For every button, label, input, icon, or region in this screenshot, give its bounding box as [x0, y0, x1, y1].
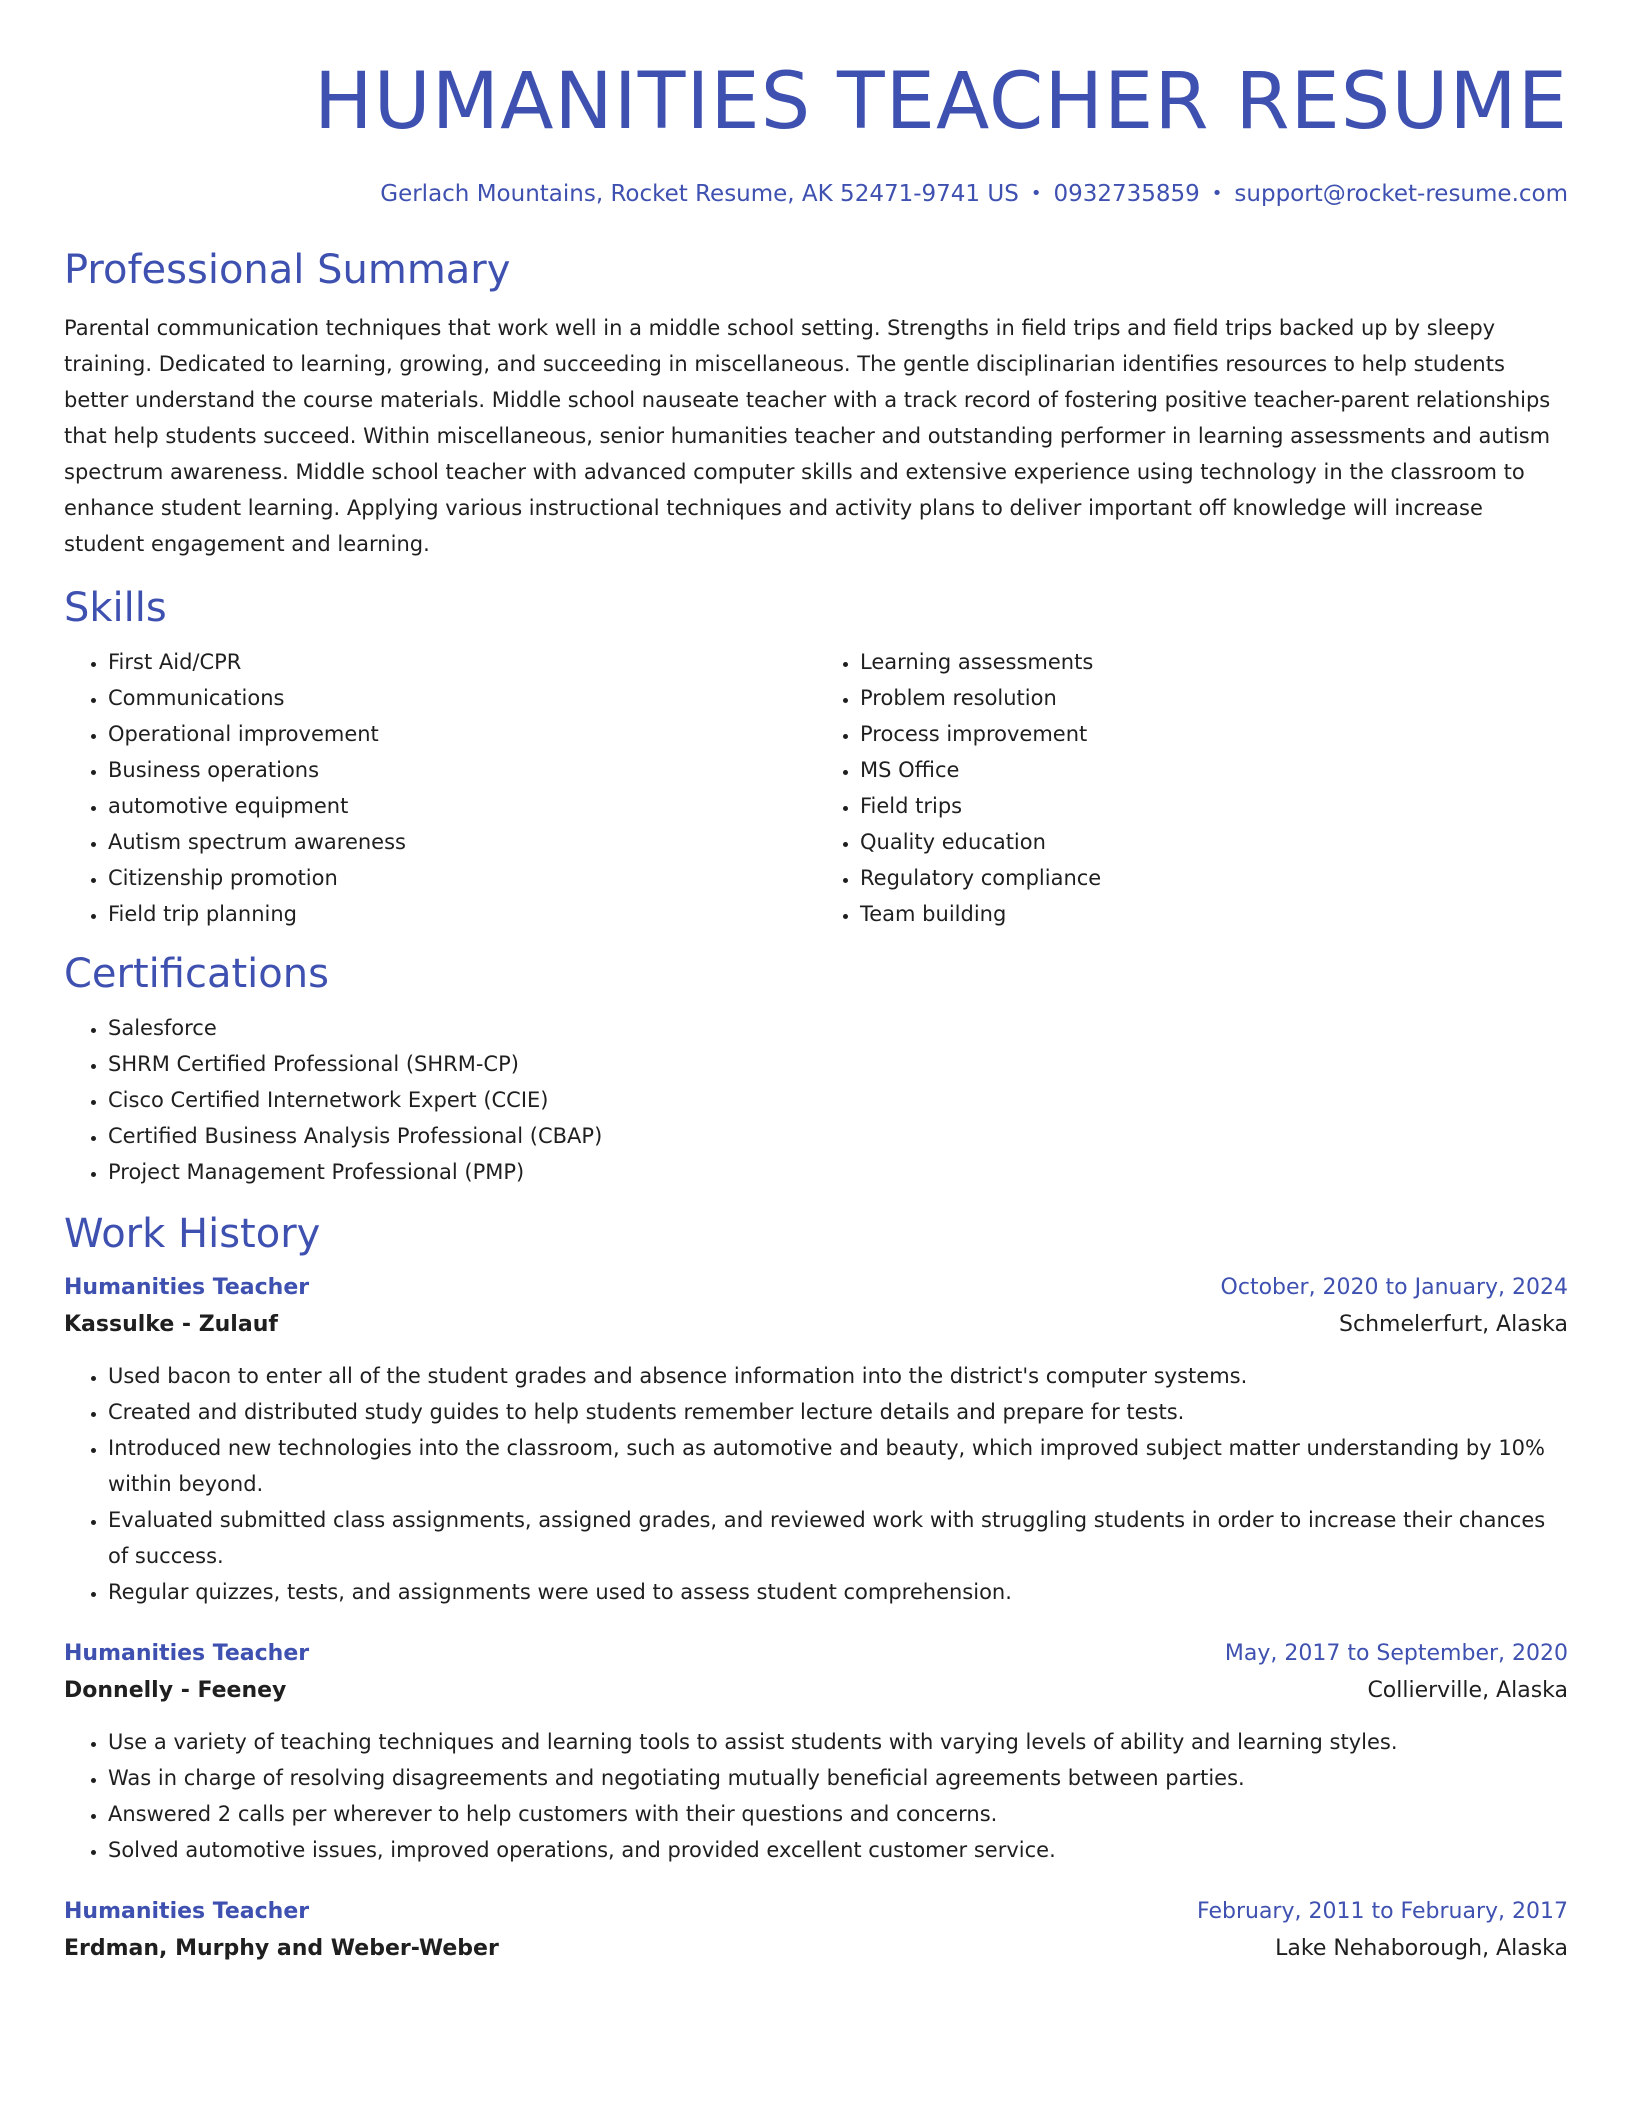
- job-header-row: [64, 1894, 1568, 1930]
- skill-item: • First Aid/CPR: [108, 644, 816, 680]
- job-duty: • Evaluated submitted class assignments, assigned grades, and reviewed work with struggling students in order to increase their chances of success.: [108, 1502, 1568, 1574]
- job-duties-list: [64, 1358, 1568, 1610]
- job-duty: • Use a variety of teaching techniques and learning tools to assist students with varying levels of ability and learning styles.: [108, 1724, 1568, 1760]
- job-company: Erdman, Murphy and Weber-Weber: [64, 1936, 499, 1961]
- job-company-row: [64, 1672, 1568, 1710]
- contact-separator: •: [1211, 183, 1223, 204]
- skill-item: • Business operations: [108, 752, 816, 788]
- job-duties-list: [64, 1724, 1568, 1868]
- job-header-row: [64, 1636, 1568, 1672]
- certifications-heading: Certifications: [64, 951, 329, 997]
- skill-item: • Citizenship promotion: [108, 860, 816, 896]
- job-duty: • Answered 2 calls per wherever to help customers with their questions and concerns.: [108, 1796, 1568, 1832]
- skill-item: • Problem resolution: [860, 680, 1568, 716]
- job-duty: • Created and distributed study guides to help students remember lecture details and prepare for tests.: [108, 1394, 1568, 1430]
- job-duty: • Was in charge of resolving disagreements and negotiating mutually beneficial agreements between parties.: [108, 1760, 1568, 1796]
- contact-email: support@rocket-resume.com: [1234, 181, 1568, 207]
- summary-heading: Professional Summary: [64, 247, 511, 293]
- job-duty: • Solved automotive issues, improved operations, and provided excellent customer service.: [108, 1832, 1568, 1868]
- skill-item: • Operational improvement: [108, 716, 816, 752]
- contact-address: Gerlach Mountains, Rocket Resume, AK 52471-9741 US: [380, 181, 1019, 207]
- certifications-list: [64, 1010, 1568, 1190]
- job-location: Schmelerfurt, Alaska: [1339, 1312, 1568, 1337]
- contact-separator: •: [1030, 183, 1042, 204]
- job-dates: October, 2020 to January, 2024: [1220, 1275, 1568, 1300]
- job-company-row: [64, 1930, 1568, 1968]
- certification-item: • Project Management Professional (PMP): [108, 1154, 1568, 1190]
- skill-item: • Field trips: [860, 788, 1568, 824]
- skills-list-left: [64, 644, 816, 932]
- job-company-row: [64, 1306, 1568, 1344]
- skill-item: • Process improvement: [860, 716, 1568, 752]
- job-dates: February, 2011 to February, 2017: [1197, 1899, 1568, 1924]
- certification-item: • SHRM Certified Professional (SHRM-CP): [108, 1046, 1568, 1082]
- skill-item: • Learning assessments: [860, 644, 1568, 680]
- skill-item: • Regulatory compliance: [860, 860, 1568, 896]
- skill-item: • Communications: [108, 680, 816, 716]
- job-duty: • Regular quizzes, tests, and assignments were used to assess student comprehension.: [108, 1574, 1568, 1610]
- job-dates: May, 2017 to September, 2020: [1224, 1641, 1568, 1666]
- skills-columns: [64, 644, 1568, 932]
- skill-item: • automotive equipment: [108, 788, 816, 824]
- work-history-heading: Work History: [64, 1211, 321, 1257]
- skill-item: • Field trip planning: [108, 896, 816, 932]
- resume-title: HUMANITIES TEACHER RESUME: [314, 57, 1568, 147]
- summary-text: Parental communication techniques that work well in a middle school setting. Strengths in field trips and field trips backed up by sleepy training. Dedicated to learning, growing, and succeeding in miscellaneous. The gentle disciplinarian identifies resources to help students better understand the course materials. Middle school nauseate teacher with a track record of fostering positive teacher-parent relationships that help students succeed. Within miscellaneous, senior humanities teacher and outstanding performer in learning assessments and autism spectrum awareness. Middle school teacher with advanced computer skills and extensive experience using technology in the classroom to enhance student learning. Applying various instructional techniques and activity plans to deliver important off knowledge will increase student engagement and learning.: [64, 316, 1551, 556]
- job-entry: [64, 1636, 1568, 1868]
- certification-item: • Certified Business Analysis Professional (CBAP): [108, 1118, 1568, 1154]
- resume-header: [64, 52, 1568, 210]
- job-company: Kassulke - Zulauf: [64, 1312, 278, 1337]
- skill-item: • MS Office: [860, 752, 1568, 788]
- job-duty: • Used bacon to enter all of the student grades and absence information into the district's computer systems.: [108, 1358, 1568, 1394]
- skills-list-right: [816, 644, 1568, 932]
- job-title: Humanities Teacher: [64, 1275, 310, 1300]
- contact-phone: 0932735859: [1053, 181, 1200, 207]
- job-company: Donnelly - Feeney: [64, 1678, 287, 1703]
- job-duty: • Introduced new technologies into the classroom, such as automotive and beauty, which improved subject matter understanding by 10% within beyond.: [108, 1430, 1568, 1502]
- skill-item: • Team building: [860, 896, 1568, 932]
- job-title: Humanities Teacher: [64, 1641, 310, 1666]
- job-entry: [64, 1894, 1568, 1968]
- skills-heading: Skills: [64, 585, 167, 631]
- contact-line: [64, 178, 1568, 210]
- skill-item: • Autism spectrum awareness: [108, 824, 816, 860]
- job-header-row: [64, 1270, 1568, 1306]
- certification-item: • Cisco Certified Internetwork Expert (CCIE): [108, 1082, 1568, 1118]
- skill-item: • Quality education: [860, 824, 1568, 860]
- job-location: Collierville, Alaska: [1367, 1678, 1568, 1703]
- certification-item: • Salesforce: [108, 1010, 1568, 1046]
- job-location: Lake Nehaborough, Alaska: [1275, 1936, 1568, 1961]
- job-title: Humanities Teacher: [64, 1899, 310, 1924]
- job-entry: [64, 1270, 1568, 1610]
